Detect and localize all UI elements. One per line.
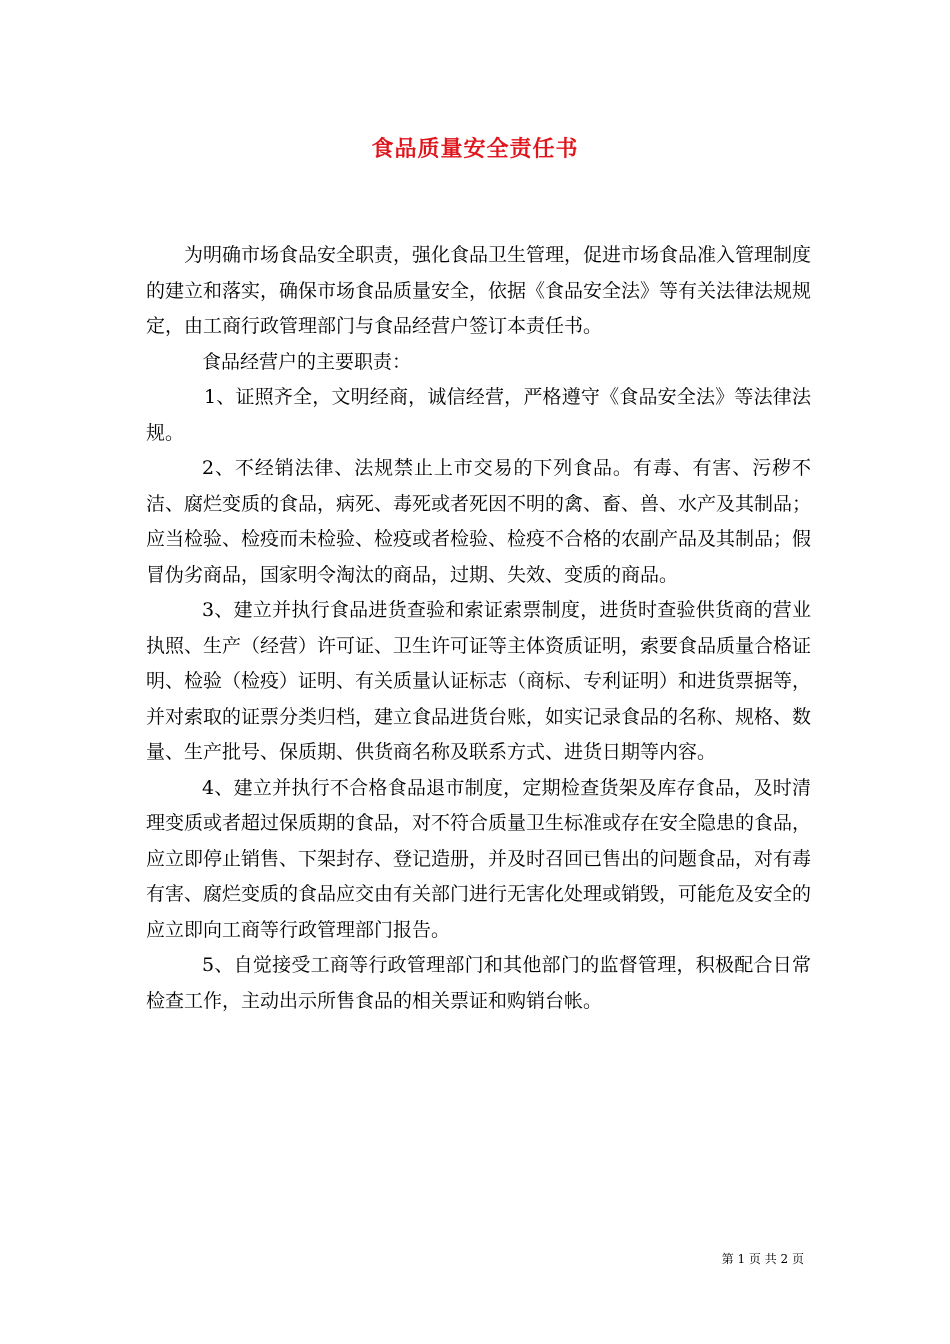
- intro-paragraph: 为明确市场食品安全职责，强化食品卫生管理，促进市场食品准入管理制度的建立和落实，确保市场食品质量安全，依据《食品安全法》等有关法律法规规定，由工商行政管理部门与食品经营户签订本责任书。: [146, 244, 812, 337]
- duty-item-3: 3、建立并执行食品进货查验和索证索票制度，进货时查验供货商的营业执照、生产（经营）许可证、卫生许可证等主体资质证明，索要食品质量合格证明、检验（检疫）证明、有关质量认证标志（商标、专利证明）和进货票据等，并对索取的证票分类归档，建立食品进货台账，如实记录食品的名称、规格、数量、生产批号、保质期、供货商名称及联系方式、进货日期等内容。: [146, 599, 812, 763]
- duties-heading: 食品经营户的主要职责：: [202, 350, 412, 373]
- document-body: [146, 238, 811, 1019]
- document-title: 食品质量安全责任书: [371, 136, 579, 162]
- duty-item-5: 5、自觉接受工商等行政管理部门和其他部门的监督管理，积极配合日常检查工作，主动出示所售食品的相关票证和购销台帐。: [146, 954, 811, 1012]
- duty-item-2: 2、不经销法律、法规禁止上市交易的下列食品。有毒、有害、污秽不洁、腐烂变质的食品，病死、毒死或者死因不明的禽、畜、兽、水产及其制品；应当检验、检疫而未检验、检疫或者检验、检疫不合格的农副产品及其制品；假冒伪劣商品，国家明令淘汰的商品，过期、失效、变质的商品。: [146, 457, 812, 586]
- duty-item-1: 1、证照齐全，文明经商，诚信经营，严格遵守《食品安全法》等法律法规。: [146, 386, 811, 444]
- page-number: 第 1 页 共 2 页: [721, 1252, 804, 1266]
- duty-item-4: 4、建立并执行不合格食品退市制度，定期检查货架及库存食品，及时清理变质或者超过保质期的食品，对不符合质量卫生标准或存在安全隐患的食品，应立即停止销售、下架封存、登记造册，并及时召回已售出的问题食品，对有毒有害、腐烂变质的食品应交由有关部门进行无害化处理或销毁，可能危及安全的应立即向工商等行政管理部门报告。: [146, 776, 812, 941]
